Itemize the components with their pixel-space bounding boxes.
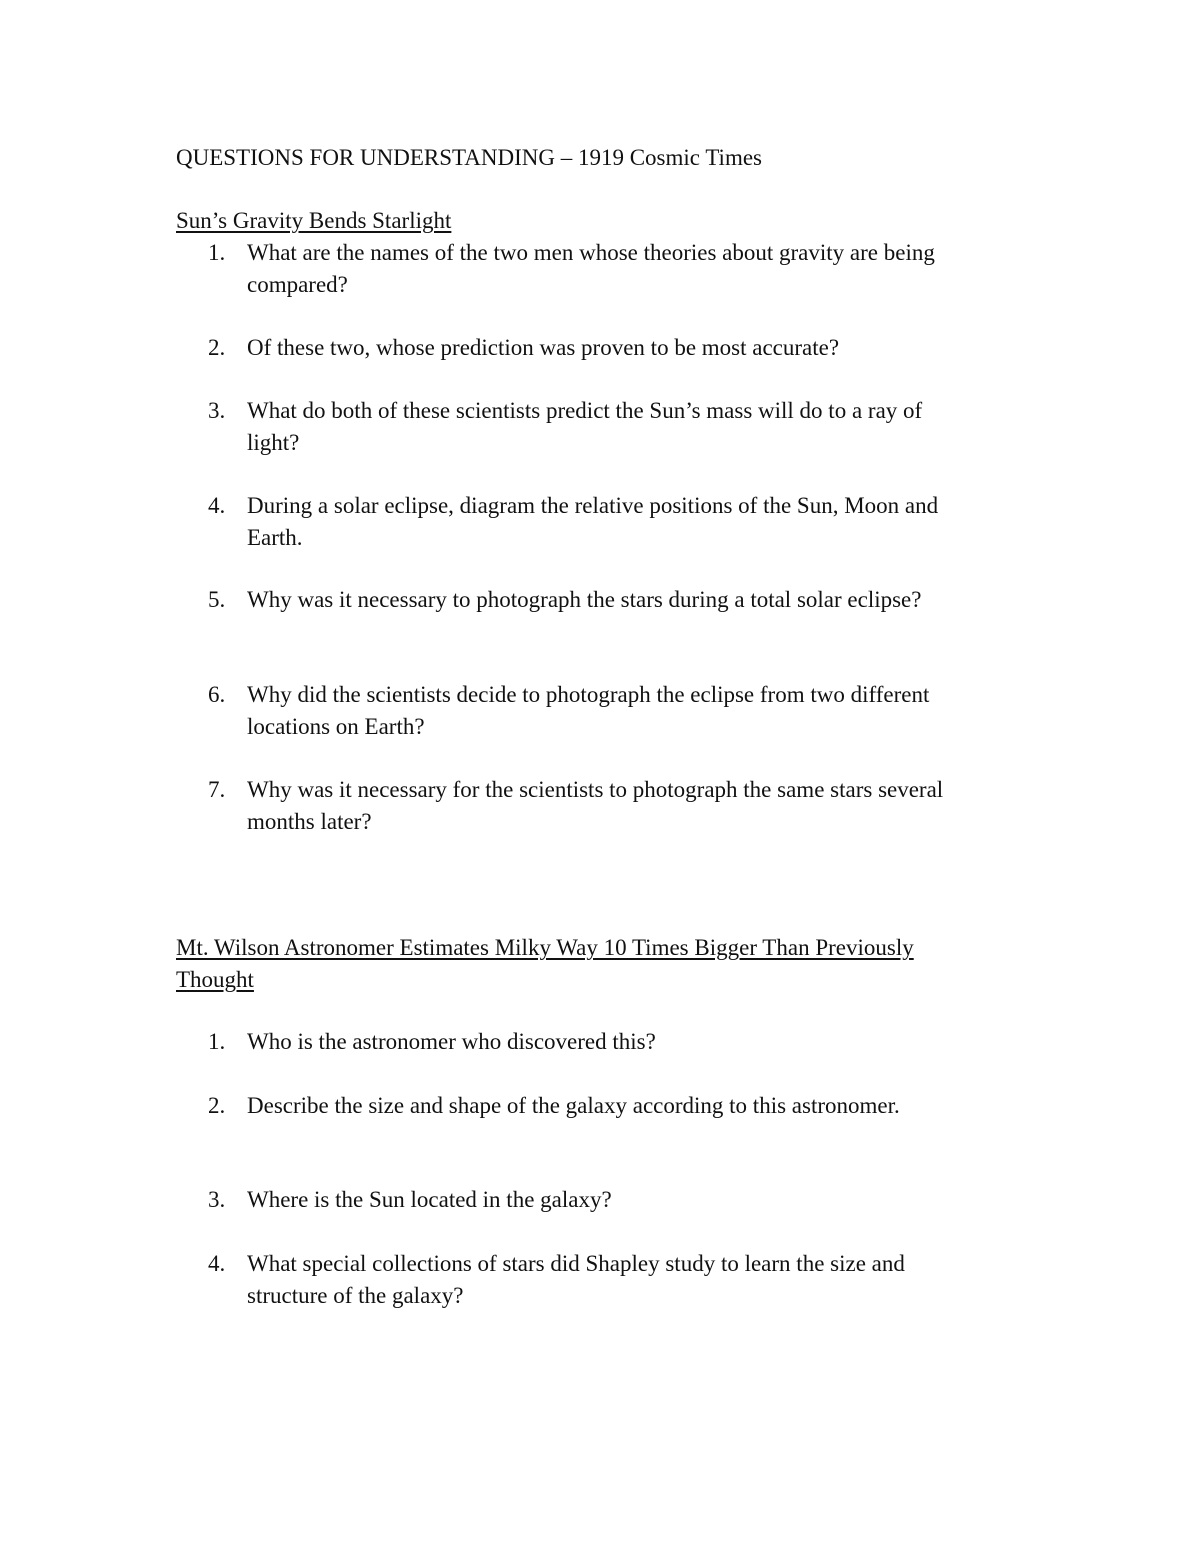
question-text: Where is the Sun located in the galaxy? — [247, 1187, 612, 1212]
question-text: What do both of these scientists predict the Sun’s mass will do to a ray of light? — [247, 398, 923, 455]
question-item — [176, 332, 956, 364]
question-text: Of these two, whose prediction was proven to be most accurate? — [247, 335, 840, 360]
question-text: What special collections of stars did Shapley study to learn the size and structure of the galaxy? — [247, 1251, 905, 1308]
page-title: QUESTIONS FOR UNDERSTANDING – 1919 Cosmic Times — [176, 145, 762, 170]
question-number: 2. — [208, 1093, 226, 1118]
question-number: 3. — [208, 1187, 226, 1212]
question-number: 4. — [208, 493, 226, 518]
question-item — [176, 237, 956, 301]
question-number: 5. — [208, 587, 226, 612]
question-item — [176, 584, 956, 616]
question-item — [176, 395, 956, 459]
question-number: 6. — [208, 682, 226, 707]
question-text: Who is the astronomer who discovered this? — [247, 1029, 656, 1054]
question-item — [176, 1248, 956, 1312]
question-text: Why was it necessary to photograph the stars during a total solar eclipse? — [247, 587, 922, 612]
question-number: 1. — [208, 240, 226, 265]
question-text: Describe the size and shape of the galaxy according to this astronomer. — [247, 1093, 900, 1118]
question-text: Why was it necessary for the scientists to photograph the same stars several months later? — [247, 777, 944, 834]
question-item — [176, 774, 956, 838]
question-number: 3. — [208, 398, 226, 423]
question-text: What are the names of the two men whose theories about gravity are being compared? — [247, 240, 935, 297]
question-text: During a solar eclipse, diagram the relative positions of the Sun, Moon and Earth. — [247, 493, 939, 550]
question-item — [176, 1026, 956, 1058]
section-heading-milky-way: Mt. Wilson Astronomer Estimates Milky Way 10 Times Bigger Than Previously Thought — [176, 935, 914, 992]
question-number: 7. — [208, 777, 226, 802]
question-item — [176, 679, 956, 743]
question-text: Why did the scientists decide to photograph the eclipse from two different locations on Earth? — [247, 682, 930, 739]
question-number: 2. — [208, 335, 226, 360]
question-number: 4. — [208, 1251, 226, 1276]
section-heading-suns-gravity: Sun’s Gravity Bends Starlight — [176, 208, 452, 233]
question-item — [176, 1184, 956, 1216]
question-item — [176, 1090, 956, 1122]
question-number: 1. — [208, 1029, 226, 1054]
question-item — [176, 490, 956, 554]
